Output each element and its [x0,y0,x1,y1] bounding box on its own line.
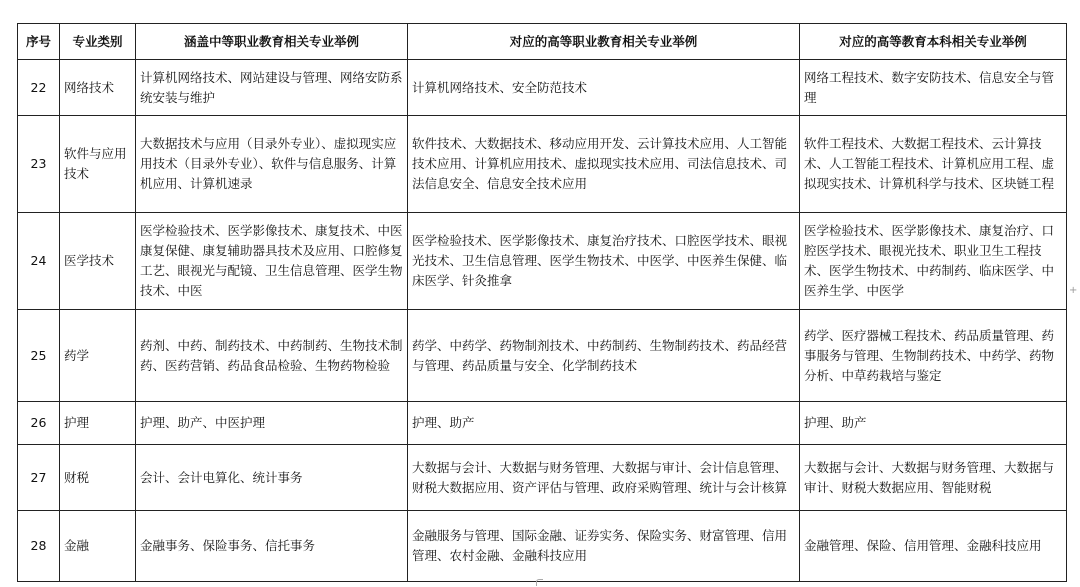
row-category: 软件与应用技术 [60,116,136,213]
header-undergraduate: 对应的高等教育本科相关专业举例 [800,24,1067,60]
row-no: 23 [18,116,60,213]
row-secondary: 药剂、中药、制药技术、中药制药、生物技术制药、医药营销、药品食品检验、生物药物检验 [136,310,408,402]
row-higher-vocational: 护理、助产 [408,402,800,445]
header-category: 专业类别 [60,24,136,60]
row-undergraduate: 软件工程技术、大数据工程技术、云计算技术、人工智能工程技术、计算机应用工程、虚拟现实技术、计算机科学与技术、区块链工程 [800,116,1067,213]
table-row [18,116,1067,213]
row-higher-vocational: 医学检验技术、医学影像技术、康复治疗技术、口腔医学技术、眼视光技术、卫生信息管理、医学生物技术、中医学、中医养生保健、临床医学、针灸推拿 [408,213,800,310]
row-category: 药学 [60,310,136,402]
row-undergraduate: 护理、助产 [800,402,1067,445]
row-undergraduate: 金融管理、保险、信用管理、金融科技应用 [800,511,1067,582]
row-no: 26 [18,402,60,445]
row-secondary: 护理、助产、中医护理 [136,402,408,445]
row-higher-vocational: 计算机网络技术、安全防范技术 [408,60,800,116]
header-higher-vocational: 对应的高等职业教育相关专业举例 [408,24,800,60]
major-category-table [17,23,1067,582]
header-secondary: 涵盖中等职业教育相关专业举例 [136,24,408,60]
page-fold-mark [536,579,543,586]
side-marker: + [1069,285,1078,296]
row-secondary: 金融事务、保险事务、信托事务 [136,511,408,582]
row-undergraduate: 网络工程技术、数字安防技术、信息安全与管理 [800,60,1067,116]
row-higher-vocational: 软件技术、大数据技术、移动应用开发、云计算技术应用、人工智能技术应用、计算机应用技术、虚拟现实技术应用、司法信息技术、司法信息安全、信息安全技术应用 [408,116,800,213]
row-no: 25 [18,310,60,402]
row-category: 金融 [60,511,136,582]
row-category: 护理 [60,402,136,445]
row-category: 网络技术 [60,60,136,116]
row-no: 28 [18,511,60,582]
row-undergraduate: 大数据与会计、大数据与财务管理、大数据与审计、财税大数据应用、智能财税 [800,445,1067,511]
row-undergraduate: 医学检验技术、医学影像技术、康复治疗、口腔医学技术、眼视光技术、职业卫生工程技术、医学生物技术、中药制药、临床医学、中医养生学、中医学 [800,213,1067,310]
table-row [18,402,1067,445]
table-row [18,511,1067,582]
row-higher-vocational: 药学、中药学、药物制剂技术、中药制药、生物制药技术、药品经营与管理、药品质量与安全、化学制药技术 [408,310,800,402]
table-row [18,60,1067,116]
row-no: 24 [18,213,60,310]
table-row [18,445,1067,511]
row-no: 22 [18,60,60,116]
row-category: 医学技术 [60,213,136,310]
row-higher-vocational: 金融服务与管理、国际金融、证券实务、保险实务、财富管理、信用管理、农村金融、金融科技应用 [408,511,800,582]
table-header-row [18,24,1067,60]
table-row [18,213,1067,310]
header-no: 序号 [18,24,60,60]
row-secondary: 大数据技术与应用（目录外专业）、虚拟现实应用技术（目录外专业）、软件与信息服务、计算机应用、计算机速录 [136,116,408,213]
row-secondary: 计算机网络技术、网站建设与管理、网络安防系统安装与维护 [136,60,408,116]
row-secondary: 医学检验技术、医学影像技术、康复技术、中医康复保健、康复辅助器具技术及应用、口腔修复工艺、眼视光与配镜、卫生信息管理、医学生物技术、中医 [136,213,408,310]
row-no: 27 [18,445,60,511]
row-category: 财税 [60,445,136,511]
table-row [18,310,1067,402]
row-secondary: 会计、会计电算化、统计事务 [136,445,408,511]
row-undergraduate: 药学、医疗器械工程技术、药品质量管理、药事服务与管理、生物制药技术、中药学、药物分析、中草药栽培与鉴定 [800,310,1067,402]
row-higher-vocational: 大数据与会计、大数据与财务管理、大数据与审计、会计信息管理、财税大数据应用、资产评估与管理、政府采购管理、统计与会计核算 [408,445,800,511]
